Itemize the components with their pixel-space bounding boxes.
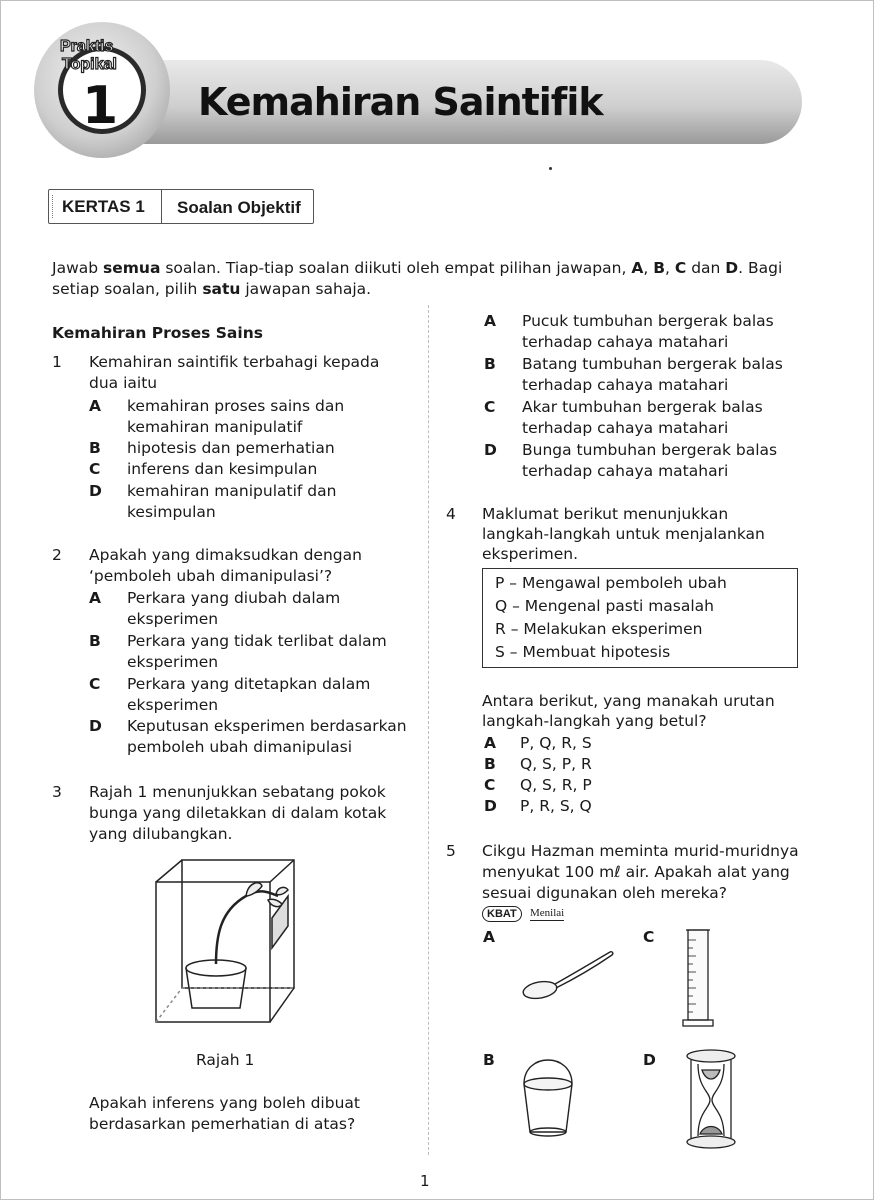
question-number: 3 bbox=[52, 783, 62, 801]
option-text[interactable]: eksperimen bbox=[127, 653, 219, 671]
step-item: S – Membuat hipotesis bbox=[495, 643, 671, 661]
paper-label-divider bbox=[161, 189, 174, 224]
instr-text: , bbox=[643, 259, 654, 277]
question-number: 4 bbox=[446, 505, 456, 523]
option-letter[interactable]: B bbox=[484, 755, 496, 773]
option-letter[interactable]: C bbox=[89, 460, 101, 478]
instr-bold: semua bbox=[103, 259, 161, 277]
option-text[interactable]: kesimpulan bbox=[127, 503, 216, 521]
option-text[interactable]: Perkara yang ditetapkan dalam bbox=[127, 675, 371, 693]
instr-text: , bbox=[665, 259, 675, 277]
measuring-cylinder-icon[interactable] bbox=[680, 926, 716, 1030]
step-item: R – Melakukan eksperimen bbox=[495, 620, 703, 638]
question-stem: Cikgu Hazman meminta murid-muridnya bbox=[482, 842, 799, 860]
instr-text: dan bbox=[686, 259, 726, 277]
option-text[interactable]: P, R, S, Q bbox=[520, 797, 592, 815]
page-title: Kemahiran Saintifik bbox=[198, 80, 603, 124]
question-stem: Apakah yang dimaksudkan dengan bbox=[89, 546, 362, 564]
question-number: 1 bbox=[52, 353, 62, 371]
question-text: Antara berikut, yang manakah urutan bbox=[482, 692, 775, 710]
option-letter[interactable]: D bbox=[484, 441, 497, 459]
section-heading: Kemahiran Proses Sains bbox=[52, 324, 263, 342]
option-letter[interactable]: D bbox=[89, 482, 102, 500]
option-letter[interactable]: B bbox=[89, 632, 101, 650]
option-letter[interactable]: A bbox=[89, 589, 101, 607]
option-text[interactable]: Perkara yang diubah dalam bbox=[127, 589, 341, 607]
option-text[interactable]: inferens dan kesimpulan bbox=[127, 460, 318, 478]
figure-plant-box bbox=[150, 856, 310, 1026]
hourglass-icon[interactable] bbox=[684, 1048, 738, 1152]
question-stem: menyukat 100 mℓ air. Apakah alat yang bbox=[482, 863, 790, 881]
speck bbox=[549, 167, 552, 170]
option-letter[interactable]: B bbox=[483, 1051, 495, 1069]
instr-bold: D bbox=[725, 259, 739, 277]
option-text[interactable]: Bunga tumbuhan bergerak balas bbox=[522, 441, 778, 459]
question-stem: ‘pemboleh ubah dimanipulasi’? bbox=[89, 567, 333, 585]
column-divider bbox=[428, 305, 429, 1155]
question-stem: Maklumat berikut menunjukkan bbox=[482, 505, 729, 523]
kertas-label: KERTAS 1 bbox=[62, 197, 145, 216]
instr-text: Jawab bbox=[52, 259, 104, 277]
kbat-badge: KBAT bbox=[482, 906, 522, 922]
question-stem: langkah-langkah untuk menjalankan bbox=[482, 525, 765, 543]
page-number: 1 bbox=[420, 1172, 430, 1190]
instr-bold: C bbox=[674, 259, 687, 277]
option-text[interactable]: terhadap cahaya matahari bbox=[522, 333, 729, 351]
badge-topikal: Topikal bbox=[62, 56, 117, 73]
option-letter[interactable]: C bbox=[643, 928, 655, 946]
step-item: P – Mengawal pemboleh ubah bbox=[495, 574, 727, 592]
option-text[interactable]: kemahiran proses sains dan bbox=[127, 397, 345, 415]
question-text: berdasarkan pemerhatian di atas? bbox=[89, 1115, 356, 1133]
step-item: Q – Mengenal pasti masalah bbox=[495, 597, 714, 615]
option-text[interactable]: terhadap cahaya matahari bbox=[522, 376, 729, 394]
option-letter[interactable]: A bbox=[89, 397, 101, 415]
option-letter[interactable]: A bbox=[484, 734, 496, 752]
instr-text: . Bagi bbox=[738, 259, 783, 277]
instr-bold: B bbox=[653, 259, 666, 277]
label-dots bbox=[52, 195, 56, 218]
question-number: 5 bbox=[446, 842, 456, 860]
option-letter[interactable]: D bbox=[643, 1051, 656, 1069]
option-text[interactable]: Q, S, P, R bbox=[520, 755, 592, 773]
instr-text: soalan. Tiap-tiap soalan diikuti oleh empat pilihan jawapan, bbox=[160, 259, 632, 277]
section-type-label: Soalan Objektif bbox=[177, 198, 301, 217]
instr-bold: A bbox=[631, 259, 644, 277]
question-stem: sesuai digunakan oleh mereka? bbox=[482, 884, 728, 902]
badge-praktis: Praktis bbox=[60, 38, 114, 55]
question-stem: yang dilubangkan. bbox=[89, 825, 233, 843]
question-stem: Rajah 1 menunjukkan sebatang pokok bbox=[89, 783, 386, 801]
option-text[interactable]: terhadap cahaya matahari bbox=[522, 462, 729, 480]
option-text[interactable]: Q, S, R, P bbox=[520, 776, 592, 794]
topic-number: 1 bbox=[82, 76, 119, 136]
question-stem: eksperimen. bbox=[482, 545, 579, 563]
option-text[interactable]: hipotesis dan pemerhatian bbox=[127, 439, 335, 457]
question-stem: Kemahiran saintifik terbahagi kepada bbox=[89, 353, 380, 371]
option-text[interactable]: kemahiran manipulatif dan bbox=[127, 482, 337, 500]
question-text: langkah-langkah yang betul? bbox=[482, 712, 707, 730]
option-text[interactable]: kemahiran manipulatif bbox=[127, 418, 303, 436]
question-stem: bunga yang diletakkan di dalam kotak bbox=[89, 804, 387, 822]
option-letter[interactable]: C bbox=[484, 776, 496, 794]
spoon-icon[interactable] bbox=[518, 944, 618, 1004]
figure-caption: Rajah 1 bbox=[196, 1051, 255, 1069]
option-letter[interactable]: A bbox=[483, 928, 495, 946]
bucket-icon[interactable] bbox=[518, 1046, 578, 1140]
option-letter[interactable]: C bbox=[484, 398, 496, 416]
option-text[interactable]: P, Q, R, S bbox=[520, 734, 592, 752]
instr-text: setiap soalan, pilih bbox=[52, 280, 203, 298]
option-text[interactable]: Akar tumbuhan bergerak balas bbox=[522, 398, 763, 416]
option-text[interactable]: Pucuk tumbuhan bergerak balas bbox=[522, 312, 774, 330]
option-text[interactable]: Batang tumbuhan bergerak balas bbox=[522, 355, 783, 373]
option-letter[interactable]: A bbox=[484, 312, 496, 330]
option-text[interactable]: Keputusan eksperimen berdasarkan bbox=[127, 717, 407, 735]
instr-text: jawapan sahaja. bbox=[240, 280, 372, 298]
option-letter[interactable]: D bbox=[89, 717, 102, 735]
instr-bold: satu bbox=[202, 280, 241, 298]
instructions bbox=[52, 258, 822, 300]
option-letter[interactable]: D bbox=[484, 797, 497, 815]
option-text[interactable]: eksperimen bbox=[127, 696, 219, 714]
option-letter[interactable]: B bbox=[89, 439, 101, 457]
option-letter[interactable]: B bbox=[484, 355, 496, 373]
option-text[interactable]: pemboleh ubah dimanipulasi bbox=[127, 738, 353, 756]
question-stem: dua iaitu bbox=[89, 374, 158, 392]
option-text[interactable]: Perkara yang tidak terlibat dalam bbox=[127, 632, 387, 650]
option-letter[interactable]: C bbox=[89, 675, 101, 693]
option-text[interactable]: eksperimen bbox=[127, 610, 219, 628]
question-text: Apakah inferens yang boleh dibuat bbox=[89, 1094, 360, 1112]
kbat-level: Menilai bbox=[530, 907, 565, 919]
question-number: 2 bbox=[52, 546, 62, 564]
option-text[interactable]: terhadap cahaya matahari bbox=[522, 419, 729, 437]
